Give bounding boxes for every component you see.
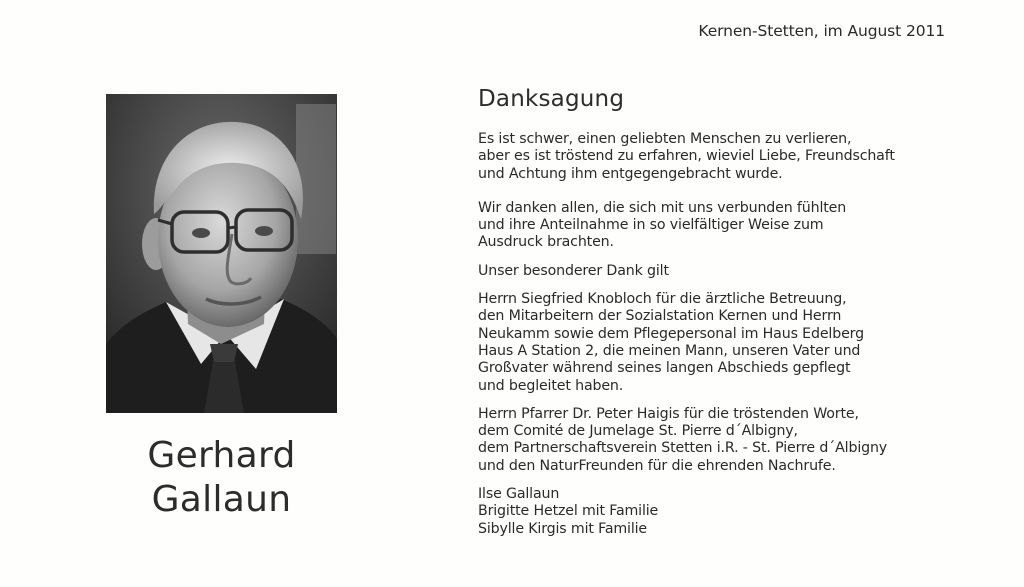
heading: Danksagung: [478, 86, 625, 112]
text-line: dem Partnerschaftsverein Stetten i.R. - St. Pierre d´Albigny: [478, 440, 888, 457]
text-line: Großvater während seines langen Abschieds gepflegt: [478, 360, 851, 377]
text-line: und begleitet haben.: [478, 377, 624, 394]
text-line: Ausdruck brachten.: [478, 234, 614, 251]
signature-line: Ilse Gallaun: [478, 486, 560, 503]
text-line: Es ist schwer, einen geliebten Menschen zu verlieren,: [478, 131, 852, 147]
place-and-date: Kernen-Stetten, im August 2011: [698, 22, 945, 40]
paragraph-2: [478, 200, 958, 252]
signatures: [478, 486, 958, 538]
paragraph-1: [478, 131, 958, 183]
portrait-photo: [106, 94, 337, 413]
paragraph-3: [478, 263, 958, 280]
signature-line: Brigitte Hetzel mit Familie: [478, 503, 659, 520]
text-line: aber es ist tröstend zu erfahren, wieviel Liebe, Freundschaft: [478, 148, 895, 165]
text-line: Neukamm sowie dem Pflegepersonal im Haus Edelberg: [478, 325, 864, 342]
text-line: und Achtung ihm entgegengebracht wurde.: [478, 165, 783, 182]
paragraph-5: [478, 406, 958, 475]
text-line: und den NaturFreunden für die ehrenden Nachrufe.: [478, 457, 836, 474]
text-line: Herrn Siegfried Knobloch für die ärztliche Betreuung,: [478, 291, 847, 308]
text-line: und ihre Anteilnahme in so vielfältiger Weise zum: [478, 217, 824, 234]
text-line: Unser besonderer Dank gilt: [478, 262, 669, 279]
signature-line: Sibylle Kirgis mit Familie: [478, 520, 648, 537]
text-line: Wir danken allen, die sich mit uns verbunden fühlten: [478, 199, 847, 216]
deceased-name: [106, 434, 337, 522]
text-line: dem Comité de Jumelage St. Pierre d´Albigny,: [478, 423, 798, 440]
text-line: Haus A Station 2, die meinen Mann, unseren Vater und: [478, 342, 861, 359]
thank-you-text: [478, 131, 958, 538]
text-line: Herrn Pfarrer Dr. Peter Haigis für die tröstenden Worte,: [478, 405, 859, 422]
text-line: den Mitarbeitern der Sozialstation Kernen und Herrn: [478, 308, 842, 325]
first-name: Gerhard: [147, 435, 296, 476]
last-name: Gallaun: [151, 479, 292, 520]
paragraph-4: [478, 291, 958, 395]
